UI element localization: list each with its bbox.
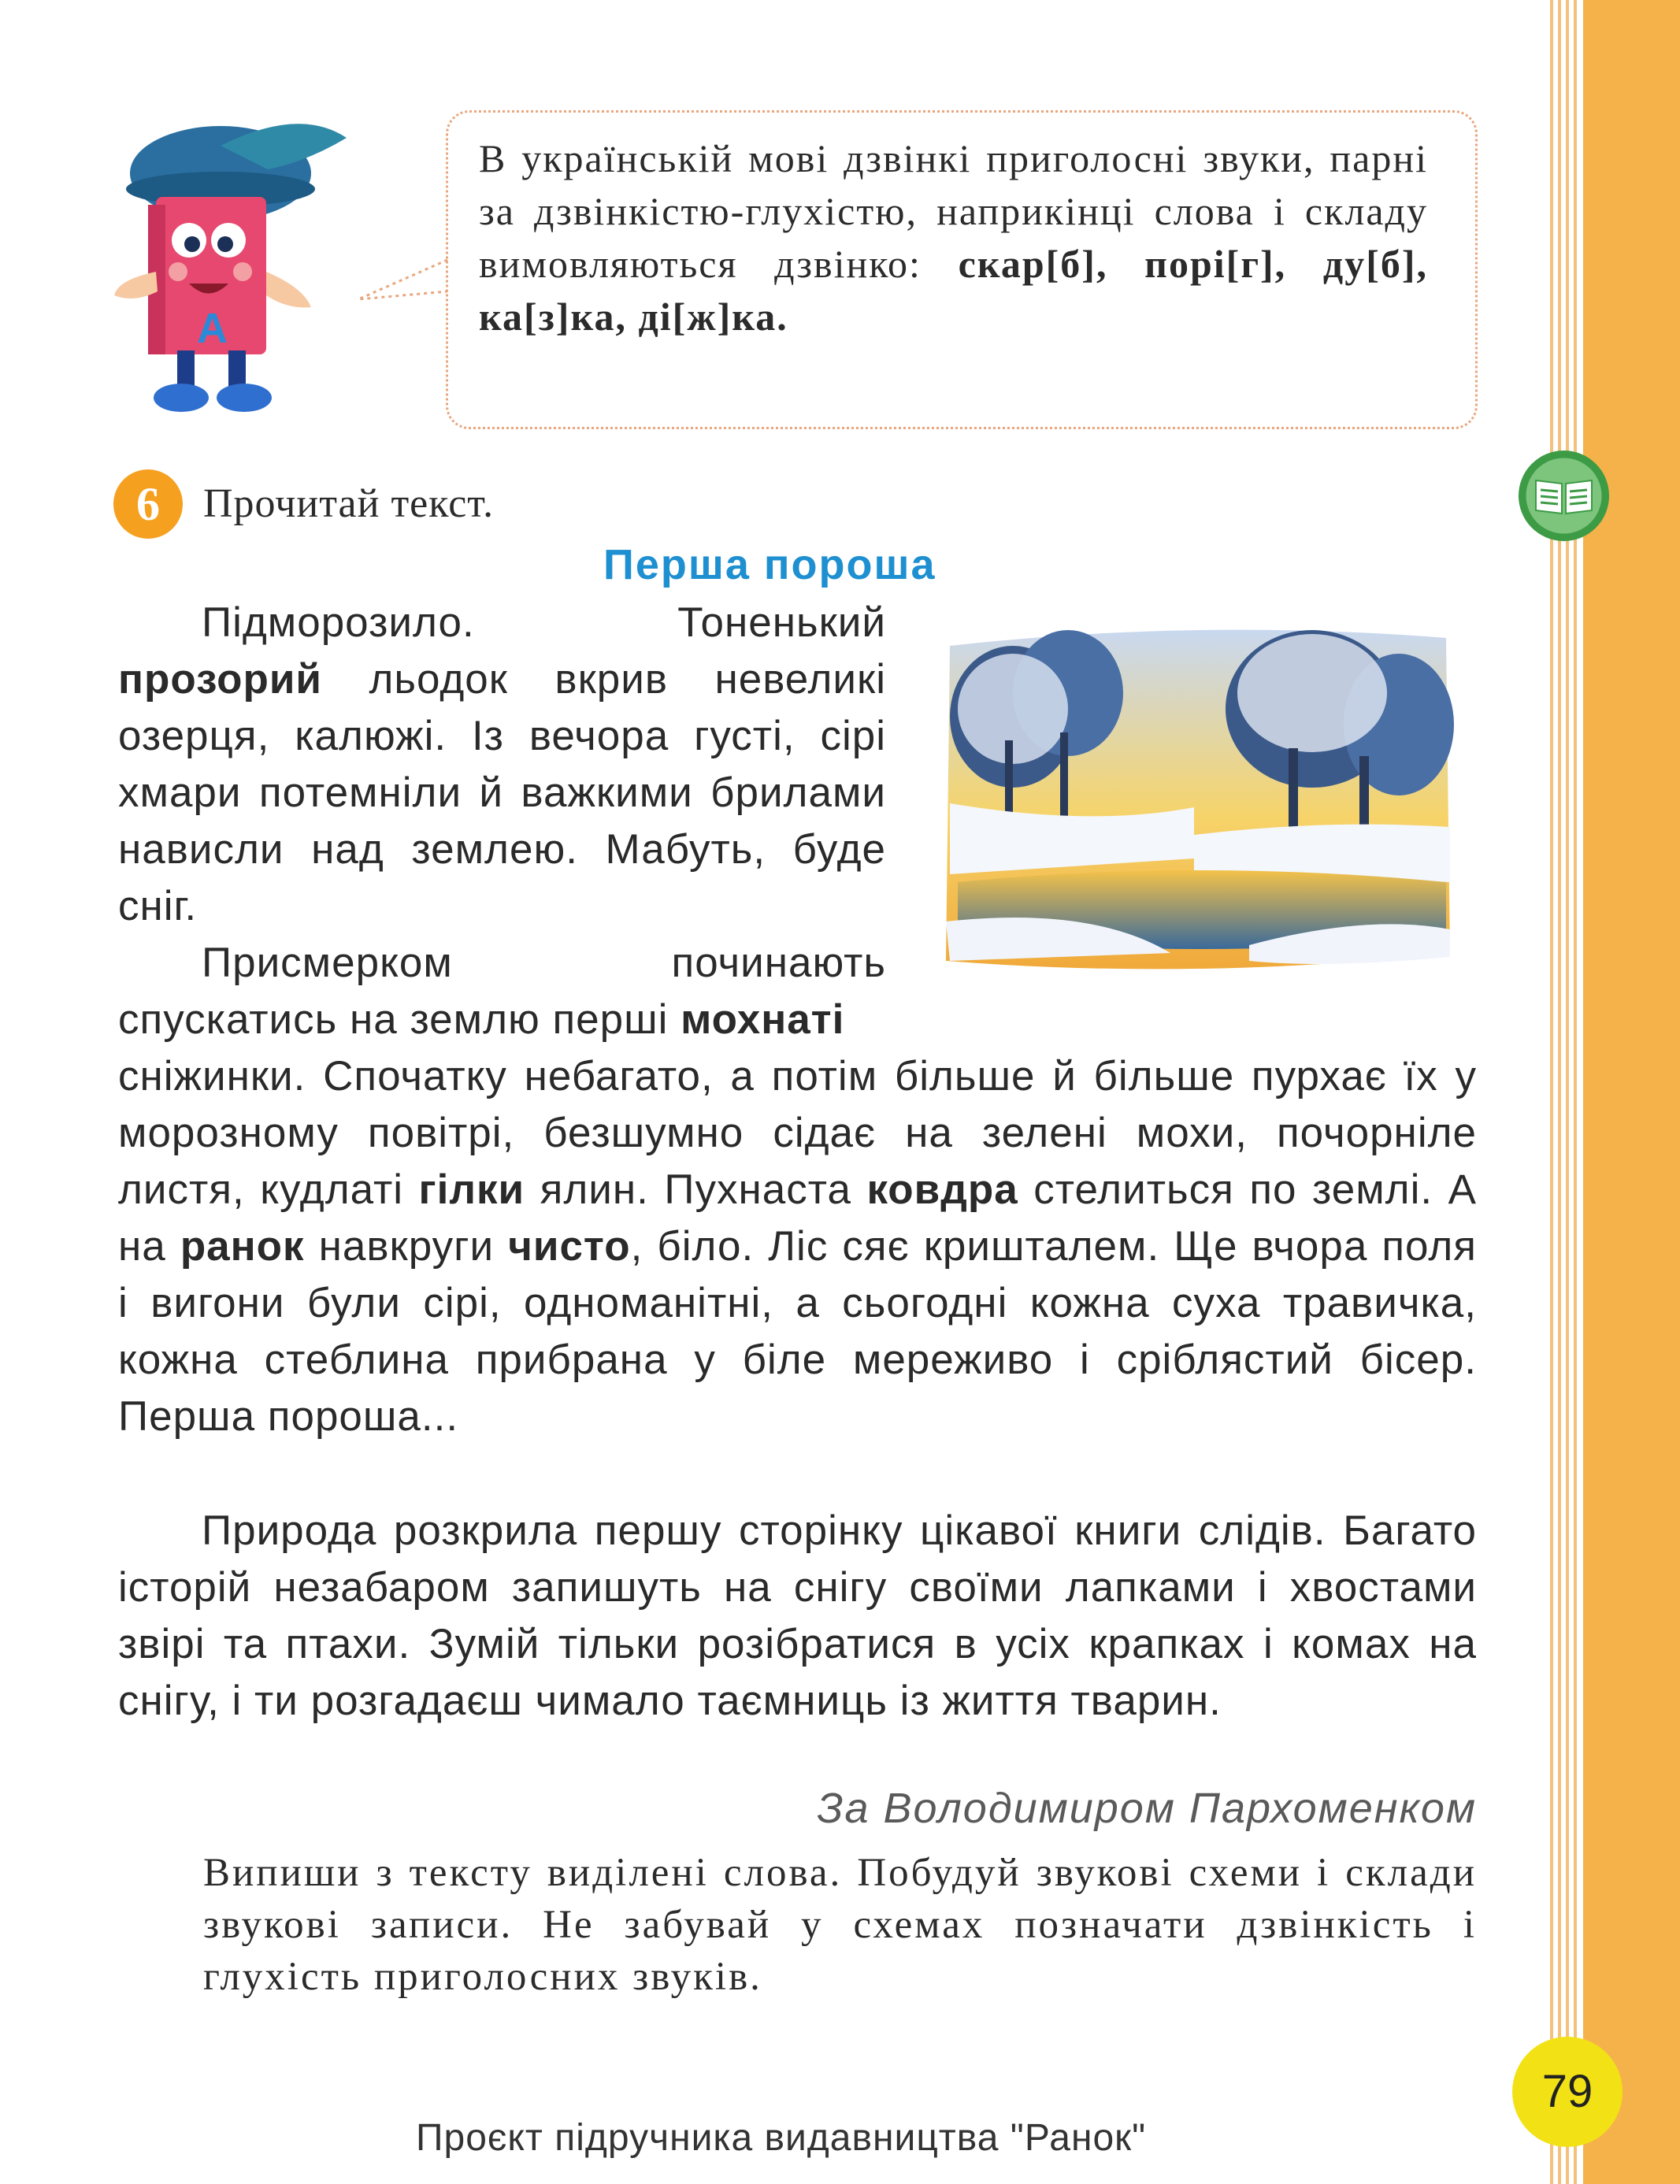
publisher-footer: Проєкт підручника видавництва "Ранок" [416,2117,1147,2159]
book-mascot [102,114,362,429]
paragraph-2: Присмерком починають спускатись на землю перші мохнаті [118,940,886,1043]
highlighted-word: ковдра [866,1166,1018,1213]
task-number-badge: 6 [113,469,183,539]
page-number: 79 [1512,2037,1623,2147]
book-icon [1519,451,1609,541]
highlighted-word: гілки [418,1166,525,1213]
text-title: Перша пороша [603,541,936,588]
mascot-letter: А [197,305,228,352]
rule-intro: В українській мові дзвінкі приголосні звуки, парні за дзвінкістю-глухістю, наприкінці слова і складу вимовляються дзвінко: [479,136,1428,286]
highlighted-word: ранок [180,1223,305,1270]
assignment-text: Випиши з тексту виділені слова. Побудуй звукові схеми і склади звукові записи. Не забувай у схемах позначати дзвінкість і глухість приголосних звуків. [203,1851,1477,1999]
paragraph-1: Підморозило. Тоненький прозорий льодок вкрив невеликі озерця, калюжі. Із вечора густі, сірі хмари потемніли й важкими брилами нависли над землею. Мабуть, буде сніг. [118,599,886,929]
highlighted-word: мохнаті [681,996,845,1043]
highlighted-word: прозорий [118,656,322,703]
highlighted-word: чисто [508,1223,631,1270]
task-instruction: Прочитай текст. [203,481,495,526]
rule-examples: скар[б], порі[г], ду[б], ка[з]ка, ді[ж]ка. [479,242,1428,339]
text-author: За Володимиром Пархоменком [817,1785,1477,1832]
rule-text [479,132,1428,343]
winter-landscape-illustration [934,622,1462,984]
paragraph-3: Природа розкрила першу сторінку цікавої книги слідів. Багато історій незабаром запишуть на снігу своїми лапками і хвостами звірі та птахи. Зумій тільки розібратися в усіх крапках і комах на снігу, і ти розгадаєш чимало таємниць із життя тварин. [118,1507,1477,1724]
paragraph-2-continuation: сніжинки. Спочатку небагато, а потім більше й більше пурхає їх у морозному повітрі, безшумно сідає на зелені мохи, почорніле листя, кудлаті гілки ялин. Пухнаста ковдра стелиться по землі. А на ранок навкруги чисто, біло. Ліс сяє кришталем. Ще вчора поля і вигони були сірі, одноманітні, а сьогодні кожна суха травичка, кожна стеблина прибрана у біле мереживо і сріблястий бісер. Перша пороша... [118,1053,1477,1440]
